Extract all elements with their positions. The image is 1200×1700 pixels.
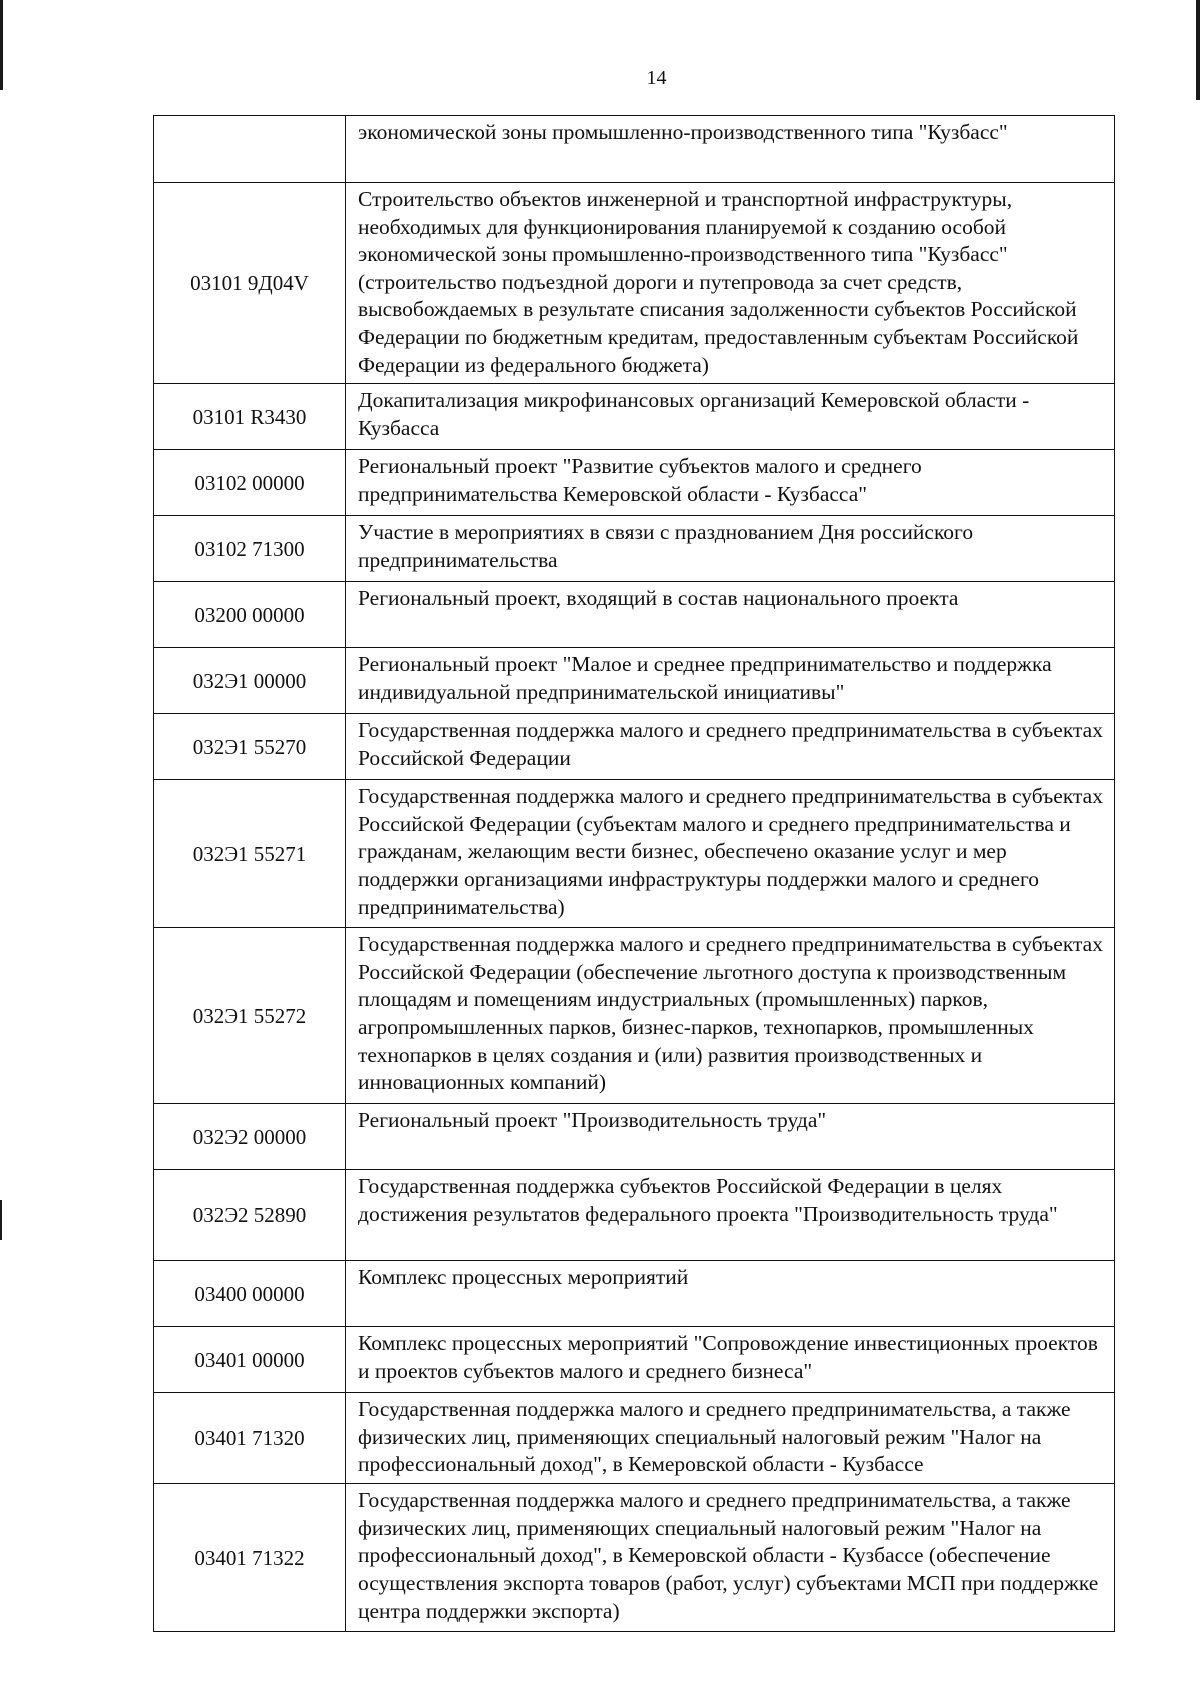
- page-number: 14: [646, 67, 667, 89]
- table-row: [154, 1484, 1115, 1632]
- table-row: [154, 928, 1115, 1104]
- description-cell: Строительство объектов инженерной и транспортной инфраструктуры, необходимых для функционирования планируемой к созданию особой экономической зоны промышленно-производственного типа "Кузбасс" (строительство подъездной дороги и путепровода за счет средств, высвобождаемых в результате списания задолженности субъектов Российской Федерации по бюджетным кредитам, предоставленным субъектам Российской Федерации из федерального бюджета): [346, 183, 1115, 384]
- description-cell: Докапитализация микрофинансовых организаций Кемеровской области - Кузбасса: [346, 384, 1115, 450]
- code-cell: 032Э1 55270: [154, 714, 346, 780]
- code-cell: 032Э2 52890: [154, 1170, 346, 1261]
- code-cell: 03401 71322: [154, 1484, 346, 1632]
- description-cell: Государственная поддержка малого и среднего предпринимательства в субъектах Российской Федерации: [346, 714, 1115, 780]
- table-row: [154, 116, 1115, 183]
- table-row: [154, 1104, 1115, 1170]
- code-cell: 032Э1 00000: [154, 648, 346, 714]
- table-row: [154, 1261, 1115, 1327]
- code-cell: 03401 71320: [154, 1393, 346, 1484]
- code-cell: [154, 116, 346, 183]
- table-row: [154, 183, 1115, 384]
- description-cell: Государственная поддержка малого и среднего предпринимательства в субъектах Российской Федерации (субъектам малого и среднего предпринимательства и гражданам, желающим вести бизнес, обеспечено оказание услуг и мер поддержки организациями инфраструктуры поддержки малого и среднего предпринимательства): [346, 780, 1115, 928]
- code-cell: 03200 00000: [154, 582, 346, 648]
- table-row: [154, 582, 1115, 648]
- description-cell: Государственная поддержка субъектов Российской Федерации в целях достижения результатов федерального проекта "Производительность труда": [346, 1170, 1115, 1261]
- description-cell: Государственная поддержка малого и среднего предпринимательства, а также физических лиц, применяющих специальный налоговый режим "Налог на профессиональный доход", в Кемеровской области - Кузбассе (обеспечение осуществления экспорта товаров (работ, услуг) субъектами МСП при поддержке центра поддержки экспорта): [346, 1484, 1115, 1632]
- description-cell: Региональный проект "Малое и среднее предпринимательство и поддержка индивидуальной предпринимательской инициативы": [346, 648, 1115, 714]
- budget-classification-table: [153, 115, 1115, 1632]
- table-row: [154, 1170, 1115, 1261]
- code-cell: 032Э1 55271: [154, 780, 346, 928]
- description-cell: Государственная поддержка малого и среднего предпринимательства, а также физических лиц, применяющих специальный налоговый режим "Налог на профессиональный доход", в Кемеровской области - Кузбассе: [346, 1393, 1115, 1484]
- code-cell: 03401 00000: [154, 1327, 346, 1393]
- description-cell: Участие в мероприятиях в связи с празднованием Дня российского предпринимательства: [346, 516, 1115, 582]
- table-row: [154, 1393, 1115, 1484]
- code-cell: 032Э1 55272: [154, 928, 346, 1104]
- table-row: [154, 384, 1115, 450]
- code-cell: 032Э2 00000: [154, 1104, 346, 1170]
- description-cell: Региональный проект, входящий в состав национального проекта: [346, 582, 1115, 648]
- table-row: [154, 780, 1115, 928]
- description-cell: Комплекс процессных мероприятий: [346, 1261, 1115, 1327]
- description-cell: Государственная поддержка малого и среднего предпринимательства в субъектах Российской Федерации (обеспечение льготного доступа к производственным площадям и помещениям индустриальных (промышленных) парков, агропромышленных парков, бизнес-парков, технопарков, промышленных технопарков в целях создания и (или) развития производственных и инновационных компаний): [346, 928, 1115, 1104]
- description-cell: экономической зоны промышленно-производственного типа "Кузбасс": [346, 116, 1115, 183]
- code-cell: 03101 R3430: [154, 384, 346, 450]
- table-row: [154, 1327, 1115, 1393]
- description-cell: Региональный проект "Производительность труда": [346, 1104, 1115, 1170]
- table-row: [154, 714, 1115, 780]
- code-cell: 03102 71300: [154, 516, 346, 582]
- description-cell: Комплекс процессных мероприятий "Сопровождение инвестиционных проектов и проектов субъектов малого и среднего бизнеса": [346, 1327, 1115, 1393]
- code-cell: 03400 00000: [154, 1261, 346, 1327]
- code-cell: 03102 00000: [154, 450, 346, 516]
- table-row: [154, 648, 1115, 714]
- table-row: [154, 450, 1115, 516]
- scan-edge-mark: [0, 1200, 2, 1240]
- code-cell: 03101 9Д04V: [154, 183, 346, 384]
- table-row: [154, 516, 1115, 582]
- description-cell: Региональный проект "Развитие субъектов малого и среднего предпринимательства Кемеровской области - Кузбасса": [346, 450, 1115, 516]
